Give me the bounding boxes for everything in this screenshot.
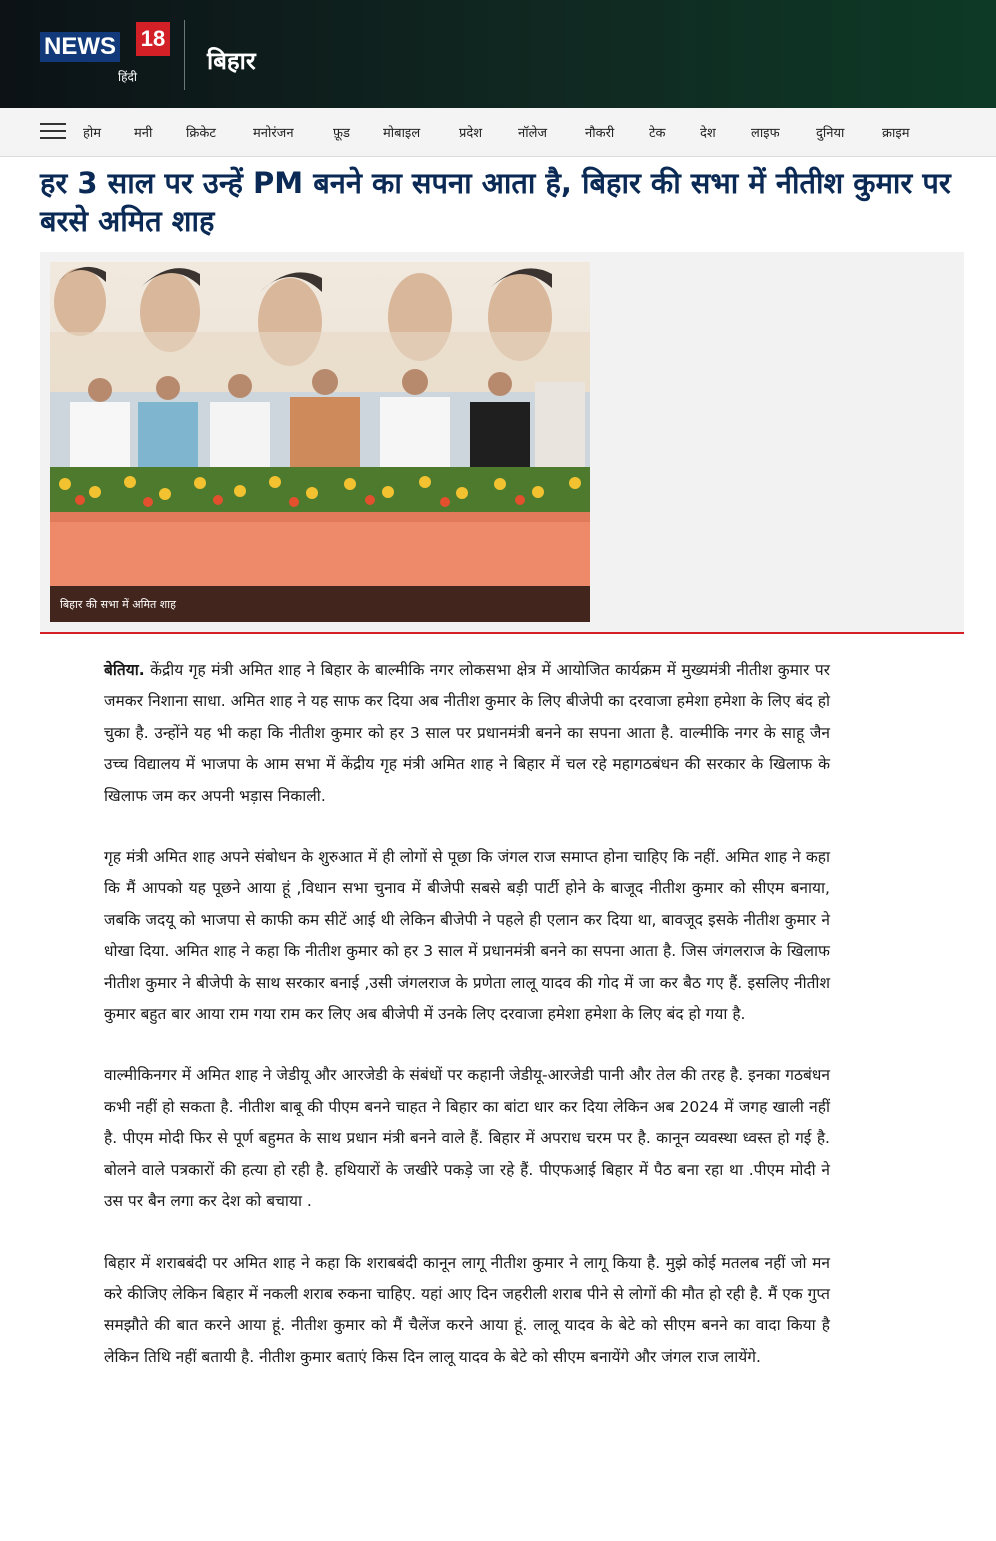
logo-number-badge: 18 bbox=[136, 22, 170, 56]
dateline-place: बेतिया. bbox=[104, 661, 145, 679]
nav-item-country[interactable]: देश bbox=[700, 126, 716, 141]
nav-item-tech[interactable]: टेक bbox=[649, 126, 666, 141]
nav-item-state[interactable]: प्रदेश bbox=[459, 126, 483, 141]
nav-item-cricket[interactable]: क्रिकेट bbox=[186, 126, 216, 141]
image-caption-bar bbox=[50, 586, 590, 622]
nav-item-crime[interactable]: क्राइम bbox=[882, 126, 910, 141]
nav-item-mobile[interactable]: मोबाइल bbox=[383, 126, 421, 141]
article-body bbox=[104, 655, 830, 1403]
article-media bbox=[40, 252, 964, 634]
logo-language: हिंदी bbox=[118, 70, 137, 84]
paragraph-text: केंद्रीय गृह मंत्री अमित शाह ने बिहार के बाल्मीकि नगर लोकसभा क्षेत्र में आयोजित कार्यक्रम में मुख्यमंत्री नीतीश कुमार पर जमकर निशाना साधा. अमित शाह ने यह साफ कर दिया अब नीतीश कुमार के लिए बीजेपी का दरवाजा हमेशा हमेशा के लिए बंद हो चुका है. उन्होंने यह भी कहा कि नीतीश कुमार को हर 3 साल पर प्रधानमंत्री बनने का सपना आता है. वाल्मीकि नगर के साहू जैन उच्च विद्यालय में भाजपा के आम सभा में केंद्रीय गृह मंत्री अमित शाह ने बिहार में चल रहे महागठबंधन की सरकार के खिलाफ के खिलाफ जम कर अपनी भड़ास निकाली. bbox=[104, 661, 830, 805]
header-divider bbox=[184, 20, 185, 90]
article-photo[interactable] bbox=[50, 262, 590, 622]
image-caption: बिहार की सभा में अमित शाह bbox=[60, 598, 176, 611]
nav-item-food[interactable]: फ़ूड bbox=[333, 126, 350, 141]
article-paragraph: बिहार में शराबबंदी पर अमित शाह ने कहा कि शराबबंदी कानून लागू नीतीश कुमार ने लागू किया है. मुझे कोई मतलब नहीं जो मन करे कीजिए लेकिन बिहार में नकली शराब रुकना चाहिए. यहां आए दिन जहरीली शराब पीने से लोगों की मौत हो रही है. मैं एक गुप्त समझौते की बात करने आया हूं. नीतीश कुमार को मैं चैलेंज करने आया हूं. लालू यादव के बेटे को सीएम बनने का वादा किया है लेकिन तिथि नहीं बतायी है. नीतीश कुमार बताएं किस दिन लालू यादव के बेटे को सीएम बनायेंगे और जंगल राज लायेंगे. bbox=[104, 1253, 830, 1366]
nav-item-home[interactable]: होम bbox=[83, 126, 102, 141]
nav-item-money[interactable]: मनी bbox=[134, 126, 153, 141]
hamburger-menu-icon[interactable] bbox=[40, 123, 66, 141]
section-title[interactable]: बिहार bbox=[207, 47, 256, 75]
article-paragraph: वाल्मीकिनगर में अमित शाह ने जेडीयू और आरजेडी के संबंधों पर कहानी जेडीयू-आरजेडी पानी और तेल की तरह है. इनका गठबंधन कभी नहीं हो सकता है. नीतीश बाबू की पीएम बनने चाहत ने बिहार का बांटा धार कर दिया लेकिन अब 2024 में जगह खाली नहीं है. पीएम मोदी फिर से पूर्ण बहुमत के साथ प्रधान मंत्री बनने वाले हैं. बिहार में अपराध चरम पर है. कानून व्यवस्था ध्वस्त हो गई है. बोलने वाले पत्रकारों की हत्या हो रही है. हथियारों के जखीरे पकड़े जा रहे हैं. पीएफआई बिहार में पैठ बना रहा था .पीएम मोदी ने उस पर बैन लगा कर देश को बचाया . bbox=[104, 1066, 830, 1211]
news18-logo[interactable] bbox=[40, 22, 170, 84]
site-header bbox=[0, 0, 996, 108]
nav-item-life[interactable]: लाइफ bbox=[751, 126, 780, 141]
article-paragraph: गृह मंत्री अमित शाह अपने संबोधन के शुरुआत में ही लोगों से पूछा कि जंगल राज समाप्त होना चाहिए कि नहीं. अमित शाह ने कहा कि मैं आपको यह पूछने आया हूं ,विधान सभा चुनाव में बीजेपी सबसे बड़ी पार्टी होने के बाजूद नीतीश कुमार को सीएम बनाया, जबकि जदयू को भाजपा से काफी कम सीटें आई थी लेकिन बीजेपी ने पहले ही एलान कर दिया था, बावजूद इसके नीतीश कुमार ने धोखा दिया. अमित शाह ने कहा कि नीतीश कुमार को हर 3 साल में प्रधानमंत्री बनने का सपना आता है. जिस जंगलराज के खिलाफ नीतीश कुमार ने बीजेपी के साथ सरकार बनाई ,उसी जंगलराज के प्रणेता लालू यादव की गोद में जा कर बैठ गए हैं. इसलिए नीतीश कुमार बहुत बार आया राम गया राम कर लिए अब बीजेपी में उनके लिए दरवाजा हमेशा हमेशा के लिए बंद हो गया है. bbox=[104, 848, 830, 1024]
article-paragraph bbox=[104, 655, 830, 812]
logo-wordmark: NEWS bbox=[40, 32, 120, 62]
nav-item-world[interactable]: दुनिया bbox=[816, 126, 845, 141]
rally-stage-image bbox=[50, 262, 590, 622]
article-headline: हर 3 साल पर उन्हें PM बनने का सपना आता है, बिहार की सभा में नीतीश कुमार पर बरसे अमित शाह bbox=[40, 166, 951, 238]
main-nav bbox=[0, 108, 996, 157]
nav-item-knowledge[interactable]: नॉलेज bbox=[518, 126, 548, 141]
nav-item-jobs[interactable]: नौकरी bbox=[585, 126, 615, 141]
nav-item-entertainment[interactable]: मनोरंजन bbox=[253, 126, 294, 141]
